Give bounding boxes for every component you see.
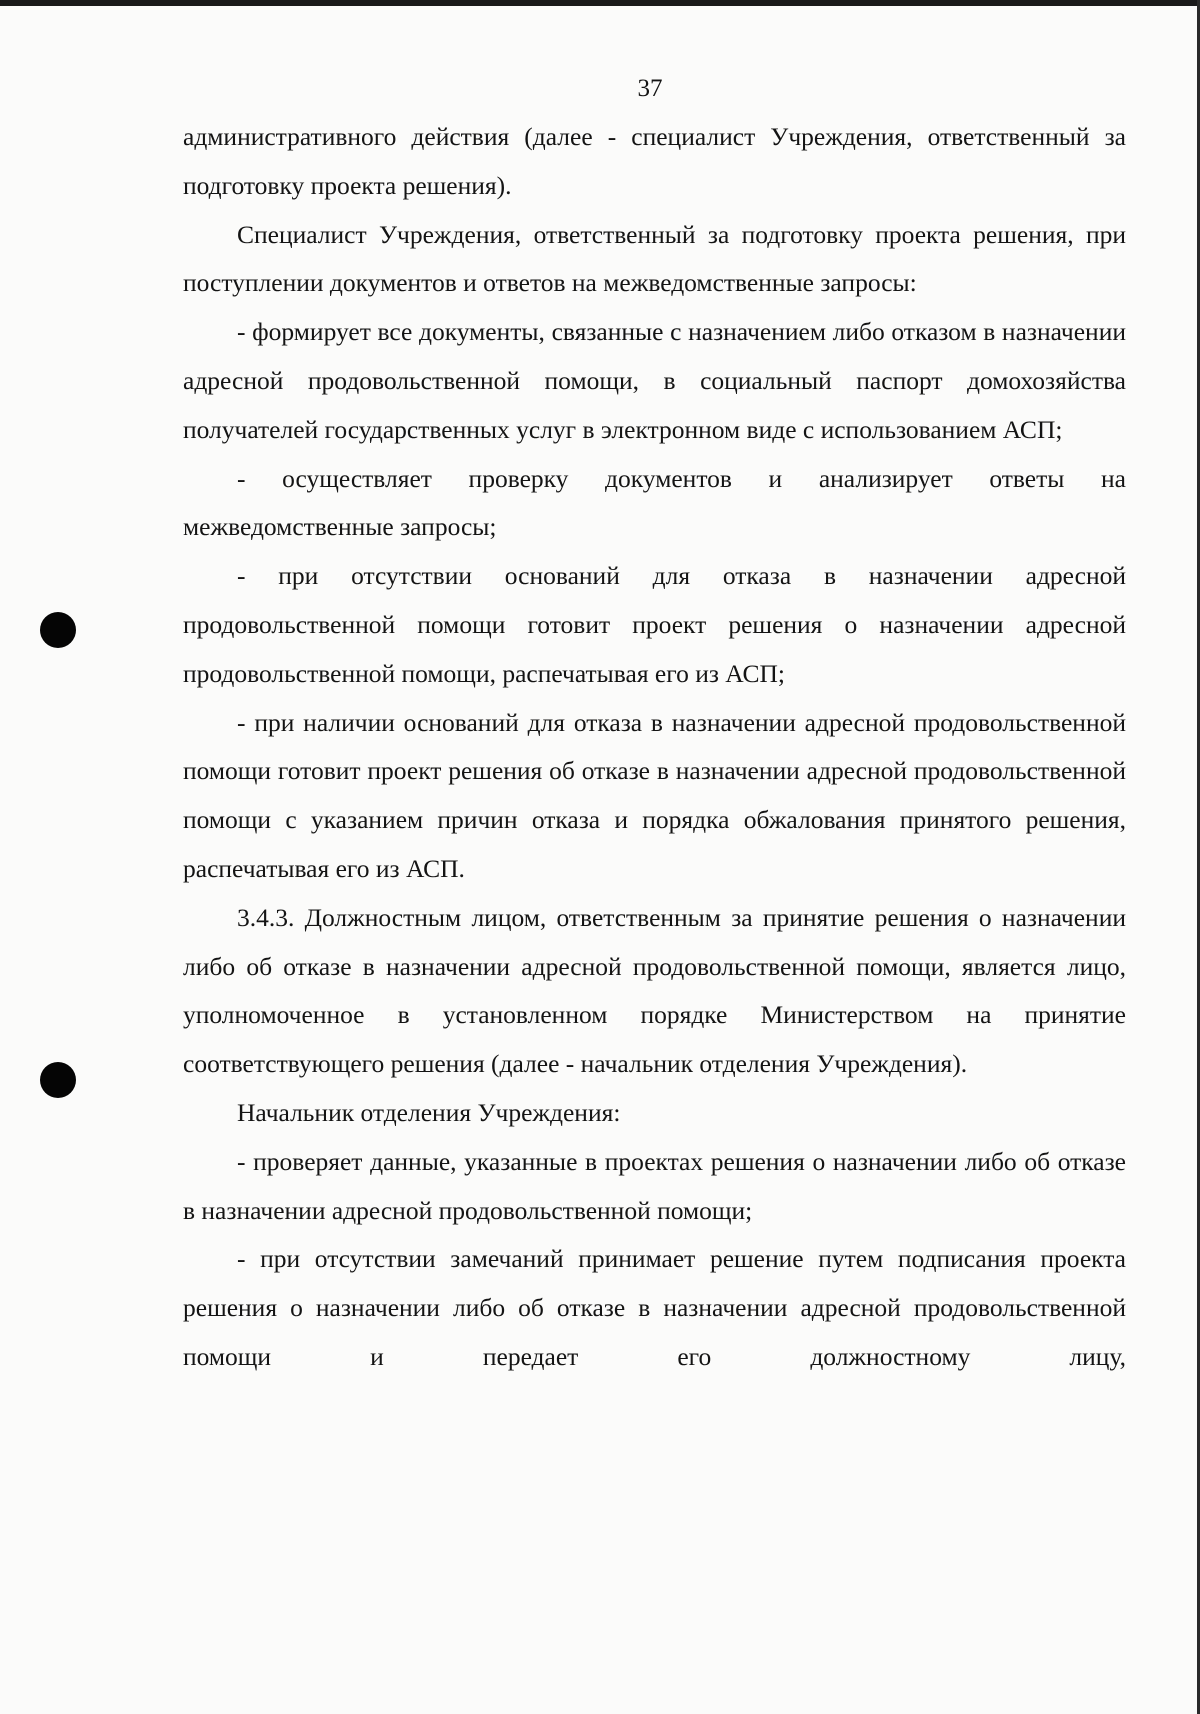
punch-hole-icon xyxy=(40,1062,76,1098)
page-number: 37 xyxy=(637,75,663,102)
paragraph-head-of-department: Начальник отделения Учреждения: xyxy=(237,1097,621,1127)
list-item-no-grounds: - при отсутствии оснований для отказа в назначении адресной продовольственной помощи готовит проект решения о назначении адресной продовольственной помощи, распечатывая его из АСП; xyxy=(183,561,1126,688)
list-item-checks-documents: - осуществляет проверку документов и анализирует ответы на межведомственные запросы; xyxy=(183,463,1126,542)
list-item-grounds-for-refusal: - при наличии оснований для отказа в назначении адресной продовольственной помощи готовит проект решения об отказе в назначении адресной продовольственной помощи с указанием причин отказа и порядка обжалования принятого решения, распечатывая его из АСП. xyxy=(183,707,1126,883)
list-item-makes-decision: - при отсутствии замечаний принимает решение путем подписания проекта решения о назначении либо об отказе в назначении адресной продовольственной помощи и передает его должностному лицу, xyxy=(183,1244,1126,1371)
list-item-forms-documents: - формирует все документы, связанные с назначением либо отказом в назначении адресной продовольственной помощи, в социальный паспорт домохозяйства получателей государственных услуг в электронном виде с использованием АСП; xyxy=(183,317,1126,444)
paragraph-3-4-3: 3.4.3. Должностным лицом, ответственным за принятие решения о назначении либо об отказе в назначении адресной продовольственной помощи, является лицо, уполномоченное в установленном порядке Министерством на принятие соответствующего решения (далее - начальник отделения Учреждения). xyxy=(183,902,1126,1079)
body-text xyxy=(183,113,1126,1382)
paragraph-continuation: административного действия (далее - специалист Учреждения, ответственный за подготовку проекта решения). xyxy=(183,122,1126,200)
scan-top-edge xyxy=(0,0,1200,6)
punch-hole-icon xyxy=(40,612,76,648)
list-item-verifies-data: - проверяет данные, указанные в проектах решения о назначении либо об отказе в назначении адресной продовольственной помощи; xyxy=(183,1146,1126,1225)
paragraph-specialist-intro: Специалист Учреждения, ответственный за подготовку проекта решения, при поступлении документов и ответов на межведомственные запросы: xyxy=(183,219,1126,298)
